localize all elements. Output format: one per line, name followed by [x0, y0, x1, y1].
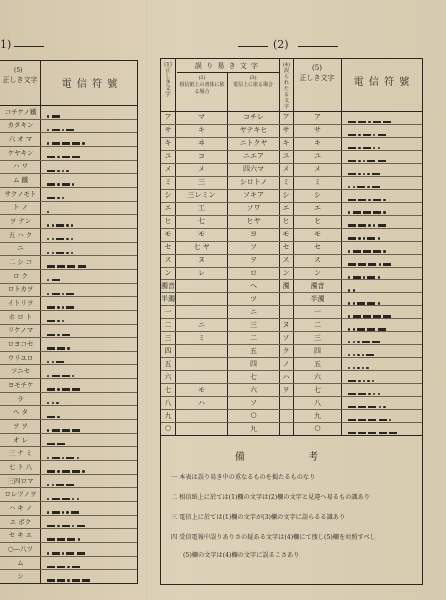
telegraph-code [46, 379, 81, 389]
col-number: (5) [14, 67, 23, 74]
table-cell-c5: 八 [314, 398, 321, 407]
table-cell-c4: ミ [282, 178, 290, 187]
telegraph-code [347, 397, 387, 407]
table-cell-chars: ハ キ ノ [8, 503, 33, 512]
table-cell-c3: ソ [250, 398, 257, 407]
table-cell-c4: シ [282, 191, 290, 200]
table-cell-chars: ロトカヲ [7, 285, 34, 294]
col-correct-5: (5) 正しき文字 [299, 64, 335, 82]
telegraph-code [46, 106, 61, 116]
telegraph-code [46, 570, 91, 580]
table-cell-chars: 六 オ マ [8, 135, 33, 144]
telegraph-code [347, 410, 392, 420]
table-cell-chars: サクノモト [4, 189, 37, 198]
table-cell-c3: ヨ [250, 230, 257, 239]
col-correct-1: (1)正しき文字 [164, 62, 172, 98]
col-telegraph-code: 電 信 符 號 [353, 77, 411, 88]
table-cell-c3: ソキア [243, 191, 264, 200]
table-cell-c3: 五 [250, 346, 257, 355]
table-cell-c2: キ [198, 126, 205, 135]
table-cell-c1: 八 [164, 398, 172, 407]
table-cell-c1: 三 [164, 333, 172, 342]
table-cell-c2: レ [198, 269, 205, 277]
table-cell-c1: 九 [164, 411, 172, 420]
table-cell-c5: 九 [314, 411, 321, 420]
table-cell-c5: ミ [314, 178, 321, 187]
col-misread: (4)誤られたる文字 [282, 62, 291, 110]
table-cell-chars: ム 鐵 [12, 176, 29, 185]
table-cell-chars: ハ ワ [12, 162, 29, 171]
telegraph-code [46, 543, 86, 553]
telegraph-code [347, 371, 376, 381]
row-rule [161, 292, 422, 293]
telegraph-code [46, 133, 86, 143]
telegraph-code [347, 345, 376, 355]
telegraph-code [347, 423, 398, 433]
table-cell-c1: ミ [164, 178, 172, 187]
table-cell-c4: サ [282, 126, 290, 135]
telegraph-code [46, 283, 76, 293]
table-cell-chars: ト ノ [12, 203, 29, 212]
telegraph-code [46, 201, 51, 211]
telegraph-code [347, 202, 387, 212]
table-cell-c1: メ [164, 165, 172, 174]
table-cell-c3: ニ [250, 307, 257, 316]
table-cell-c4: ユ [282, 152, 290, 161]
table-cell-c1: モ [164, 230, 172, 239]
table-cell-chars: コチケノ鐵 [4, 107, 37, 116]
table-cell-chars: ○—八ツ [7, 544, 34, 553]
table-cell-c3: ロ [250, 269, 257, 277]
telegraph-code [347, 215, 387, 225]
table-cell-c3: ヤテキヒ [239, 126, 268, 135]
telegraph-code [46, 256, 87, 266]
page-fold [148, 0, 151, 600]
telegraph-code [46, 502, 80, 512]
remark-line: (5)欄の文字は(4)欄の文字に誤るこさあり [183, 552, 300, 559]
telegraph-code [347, 306, 392, 316]
table-cell-c3: ソワ [246, 204, 261, 213]
table-cell-c4: セ [282, 243, 290, 252]
table-cell-c3: 九 [250, 424, 257, 433]
table-cell-c5: モ [314, 230, 321, 239]
left-table-header [0, 61, 137, 106]
telegraph-code [46, 188, 65, 198]
table-cell-c1: エ [164, 204, 172, 213]
column-divider [40, 61, 41, 583]
table-cell-chars: エ ボク [9, 517, 32, 526]
table-cell-c1: ○ [164, 423, 172, 432]
table-cell-chars: カタキン [7, 121, 34, 130]
telegraph-code [46, 160, 70, 170]
table-cell-c1: 四 [164, 346, 172, 355]
table-cell-c3: 四六マ [243, 165, 264, 174]
table-cell-c4: モ [282, 230, 290, 239]
telegraph-code [347, 384, 381, 394]
table-cell-c5: 四 [314, 346, 321, 355]
table-cell-c5: ン [314, 269, 321, 277]
table-cell-c2: コ [198, 152, 205, 161]
table-cell-chars: 五 ハ ク [8, 230, 33, 239]
table-cell-c1: シ [164, 191, 172, 200]
table-cell-c5: セ [314, 243, 321, 252]
table-cell-chars: ホ ロ ト [8, 312, 33, 321]
telegraph-code [46, 434, 66, 444]
table-cell-c4: ハ [282, 372, 290, 381]
table-cell-c3: 三 [250, 320, 257, 329]
telegraph-code [46, 311, 65, 321]
table-cell-chars: ラ [17, 394, 24, 403]
table-cell-c2: 七 ヤ [193, 243, 210, 252]
table-cell-chars: ロ ク [12, 271, 29, 280]
table-cell-c5: 一 [314, 307, 321, 316]
remarks-box [160, 434, 423, 585]
table-cell-chars: ヲ ヲ [12, 421, 29, 430]
header-rule [298, 46, 338, 47]
remark-line: 二 相信紙上に於ては(1)欄の文字は(2)欄の文字と見違へ易るもの識あり [171, 494, 370, 501]
table-cell-c3: ○ [250, 410, 257, 419]
table-cell-c2: ヌ [198, 256, 205, 265]
table-cell-c3: コチレ [243, 113, 264, 122]
table-cell-chars: 二 シ コ [8, 258, 33, 267]
telegraph-code [347, 332, 381, 342]
table-cell-c4: ノ [282, 359, 290, 368]
table-cell-c3: ツ [250, 294, 257, 303]
table-cell-c1: 半濁 [161, 294, 175, 303]
table-cell-chars: イトリヲ [7, 299, 34, 308]
table-cell-c5: 濁音 [310, 281, 325, 290]
telegraph-code [46, 365, 76, 375]
table-cell-c1: 六 [164, 372, 172, 381]
telegraph-code [46, 393, 60, 403]
table-cell-c4: ク [282, 346, 290, 355]
table-cell-chars: ツニセ [10, 367, 31, 376]
telegraph-code [46, 229, 75, 239]
table-cell-c2: マ [198, 113, 205, 122]
telegraph-code [46, 297, 76, 307]
table-cell-c1: 七 [164, 385, 172, 394]
table-cell-c3: ニエア [243, 152, 264, 161]
table-cell-c3: ソ [250, 243, 257, 252]
telegraph-code [347, 150, 387, 160]
table-cell-chars: ヨモチケ [7, 380, 34, 389]
table-cell-c5: ス [314, 256, 321, 265]
table-cell-c2: 三 [198, 178, 205, 187]
telegraph-code [46, 270, 61, 280]
table-cell-c1: サ [164, 126, 172, 135]
telegraph-code [46, 488, 80, 498]
table-cell-c1: 五 [164, 359, 172, 368]
table-cell-c1: ス [164, 256, 172, 265]
table-cell-c3: ヲ [250, 256, 257, 265]
header-rule [14, 46, 44, 47]
telegraph-code [46, 529, 81, 539]
telegraph-code [46, 406, 61, 416]
right-page-number: (2) [273, 38, 289, 51]
table-cell-c5: 半濁 [310, 294, 325, 303]
table-cell-c1: 濁音 [161, 281, 175, 290]
table-cell-chars: セ キ エ [8, 531, 33, 540]
telegraph-code [347, 267, 381, 277]
telegraph-code [347, 176, 381, 186]
table-cell-chars: 三四ロマ [7, 476, 34, 485]
telegraph-code [347, 358, 370, 368]
table-cell-c5: 五 [314, 359, 321, 368]
table-cell-chars: 三 ナ ミ [8, 449, 33, 458]
table-cell-c2: ミ [198, 333, 205, 342]
left-page-header [0, 38, 11, 51]
table-cell-c5: ○ [314, 423, 321, 432]
right-code-table [160, 58, 423, 436]
telegraph-code [46, 119, 76, 129]
table-cell-c1: 二 [164, 320, 172, 329]
left-page-number: 1) [0, 38, 12, 51]
table-cell-chars: 七 ト 八 [8, 462, 33, 471]
table-cell-c2: モ [198, 230, 205, 239]
table-cell-c3: 七 [250, 372, 257, 381]
table-cell-c3: ヒヤ [246, 217, 261, 226]
table-cell-c4: ヲ [282, 385, 290, 394]
table-cell-chars: シ [17, 572, 24, 581]
table-cell-c1: セ [164, 243, 172, 252]
telegraph-code [347, 137, 381, 147]
telegraph-code [347, 293, 381, 303]
table-cell-c2: 三レミン [187, 191, 216, 200]
table-cell-c1: ン [164, 269, 172, 277]
table-cell-c4: ヒ [282, 217, 290, 226]
table-cell-c5: エ [314, 204, 321, 213]
table-cell-c4: ヌ [282, 320, 290, 329]
table-cell-c2: 工 [198, 204, 205, 213]
col-telegraph-code: 電 信 符 號 [61, 79, 119, 90]
table-cell-c1: ヒ [164, 217, 172, 226]
table-cell-chars: ヘ タ [12, 408, 29, 417]
table-cell-c2: ヰ [198, 139, 205, 148]
telegraph-code [46, 475, 76, 485]
telegraph-code [46, 447, 80, 457]
table-cell-chars: ロヨコセ [7, 340, 34, 348]
table-cell-chars: ニ [17, 244, 24, 253]
table-cell-c3: シロトノ [239, 178, 268, 187]
table-cell-chars: ム [17, 558, 24, 567]
column-divider [341, 59, 342, 435]
table-cell-c5: 三 [314, 333, 321, 342]
remark-line: 一 本表は誤り易き中の重なるものを掲たるものなり [171, 474, 316, 481]
table-cell-c4: キ [282, 139, 290, 148]
table-cell-c5: ユ [314, 152, 321, 161]
table-cell-c5: ヒ [314, 217, 321, 226]
telegraph-code [46, 215, 75, 225]
table-cell-c4: メ [282, 165, 290, 174]
table-cell-c5: 六 [314, 372, 321, 381]
remark-line: 三 電信上に於ては(1)欄の文字が(3)欄の文字に誤らるる識あり [171, 514, 346, 521]
table-cell-c3: 二 [250, 333, 257, 342]
group-rule [177, 72, 279, 73]
telegraph-code [347, 124, 387, 134]
telegraph-code [46, 324, 71, 334]
telegraph-code [46, 242, 75, 252]
table-cell-c1: ア [164, 113, 172, 122]
telegraph-code [46, 461, 86, 471]
table-cell-c2: メ [198, 165, 205, 174]
telegraph-code [46, 147, 81, 157]
table-cell-c4: ス [282, 256, 290, 265]
table-cell-c5: サ [314, 126, 321, 135]
table-cell-c2: モ [198, 385, 205, 394]
remark-line: 四 受信電報中誤りありさの疑ある文字は(4)欄にて捜し(5)欄を対照すべし [171, 534, 376, 541]
remarks-title: 備 考 [234, 452, 349, 463]
table-cell-c3: 四 [250, 359, 257, 368]
table-cell-c5: 七 [314, 385, 321, 394]
table-cell-c3: ニトクヤ [239, 139, 268, 148]
telegraph-code [347, 254, 392, 264]
col-telegraph: (3) 電信上に依る場合 [232, 75, 273, 88]
telegraph-code [347, 111, 392, 121]
table-cell-c5: 二 [314, 320, 321, 329]
table-cell-c1: キ [164, 139, 172, 148]
col-handwriting: (2) 相信紙上の書体に依る場合 [179, 75, 225, 95]
table-cell-chars: リケノマ [7, 326, 34, 335]
telegraph-code [347, 163, 381, 173]
table-cell-c3: へ [250, 281, 257, 290]
table-cell-chars: ウリユロ [7, 353, 34, 362]
right-table-header [161, 59, 422, 112]
telegraph-code [46, 420, 81, 430]
left-code-table [0, 60, 138, 584]
table-cell-c1: ユ [164, 152, 172, 161]
table-cell-c5: ア [314, 113, 321, 122]
table-cell-chars: ヲ ナン [9, 217, 32, 226]
table-cell-c4: ソ [282, 333, 290, 342]
telegraph-code [347, 280, 356, 290]
table-cell-c4: エ [282, 204, 290, 213]
telegraph-code [46, 557, 81, 567]
table-cell-c4: ン [282, 269, 290, 277]
telegraph-code [46, 352, 65, 362]
table-cell-chars: ケヤキン [7, 148, 34, 157]
table-cell-c2: ニ [198, 320, 205, 329]
table-cell-c4: 濁 [282, 281, 290, 290]
col-group-confusable: 誤 り 易 き 文 字 [194, 62, 260, 70]
table-cell-c2: 七 [198, 217, 205, 226]
table-cell-c5: キ [314, 139, 321, 148]
table-cell-c1: 一 [164, 307, 172, 316]
table-cell-chars: オ レ [12, 435, 29, 444]
table-cell-c5: シ [314, 191, 321, 200]
table-cell-c4: ア [282, 113, 290, 122]
header-rule [238, 46, 268, 47]
telegraph-code [347, 241, 387, 251]
table-cell-c5: メ [314, 165, 321, 174]
telegraph-code [46, 174, 76, 184]
telegraph-code [46, 338, 71, 348]
table-cell-c3: 六 [250, 385, 257, 394]
telegraph-code [347, 319, 387, 329]
telegraph-code [46, 516, 86, 526]
col-correct-chars: 正しき文字 [2, 76, 38, 84]
table-cell-c2: ハ [198, 398, 205, 407]
telegraph-code [347, 189, 387, 199]
telegraph-code [347, 228, 381, 238]
table-cell-chars: ロレツノヲ [4, 490, 37, 499]
